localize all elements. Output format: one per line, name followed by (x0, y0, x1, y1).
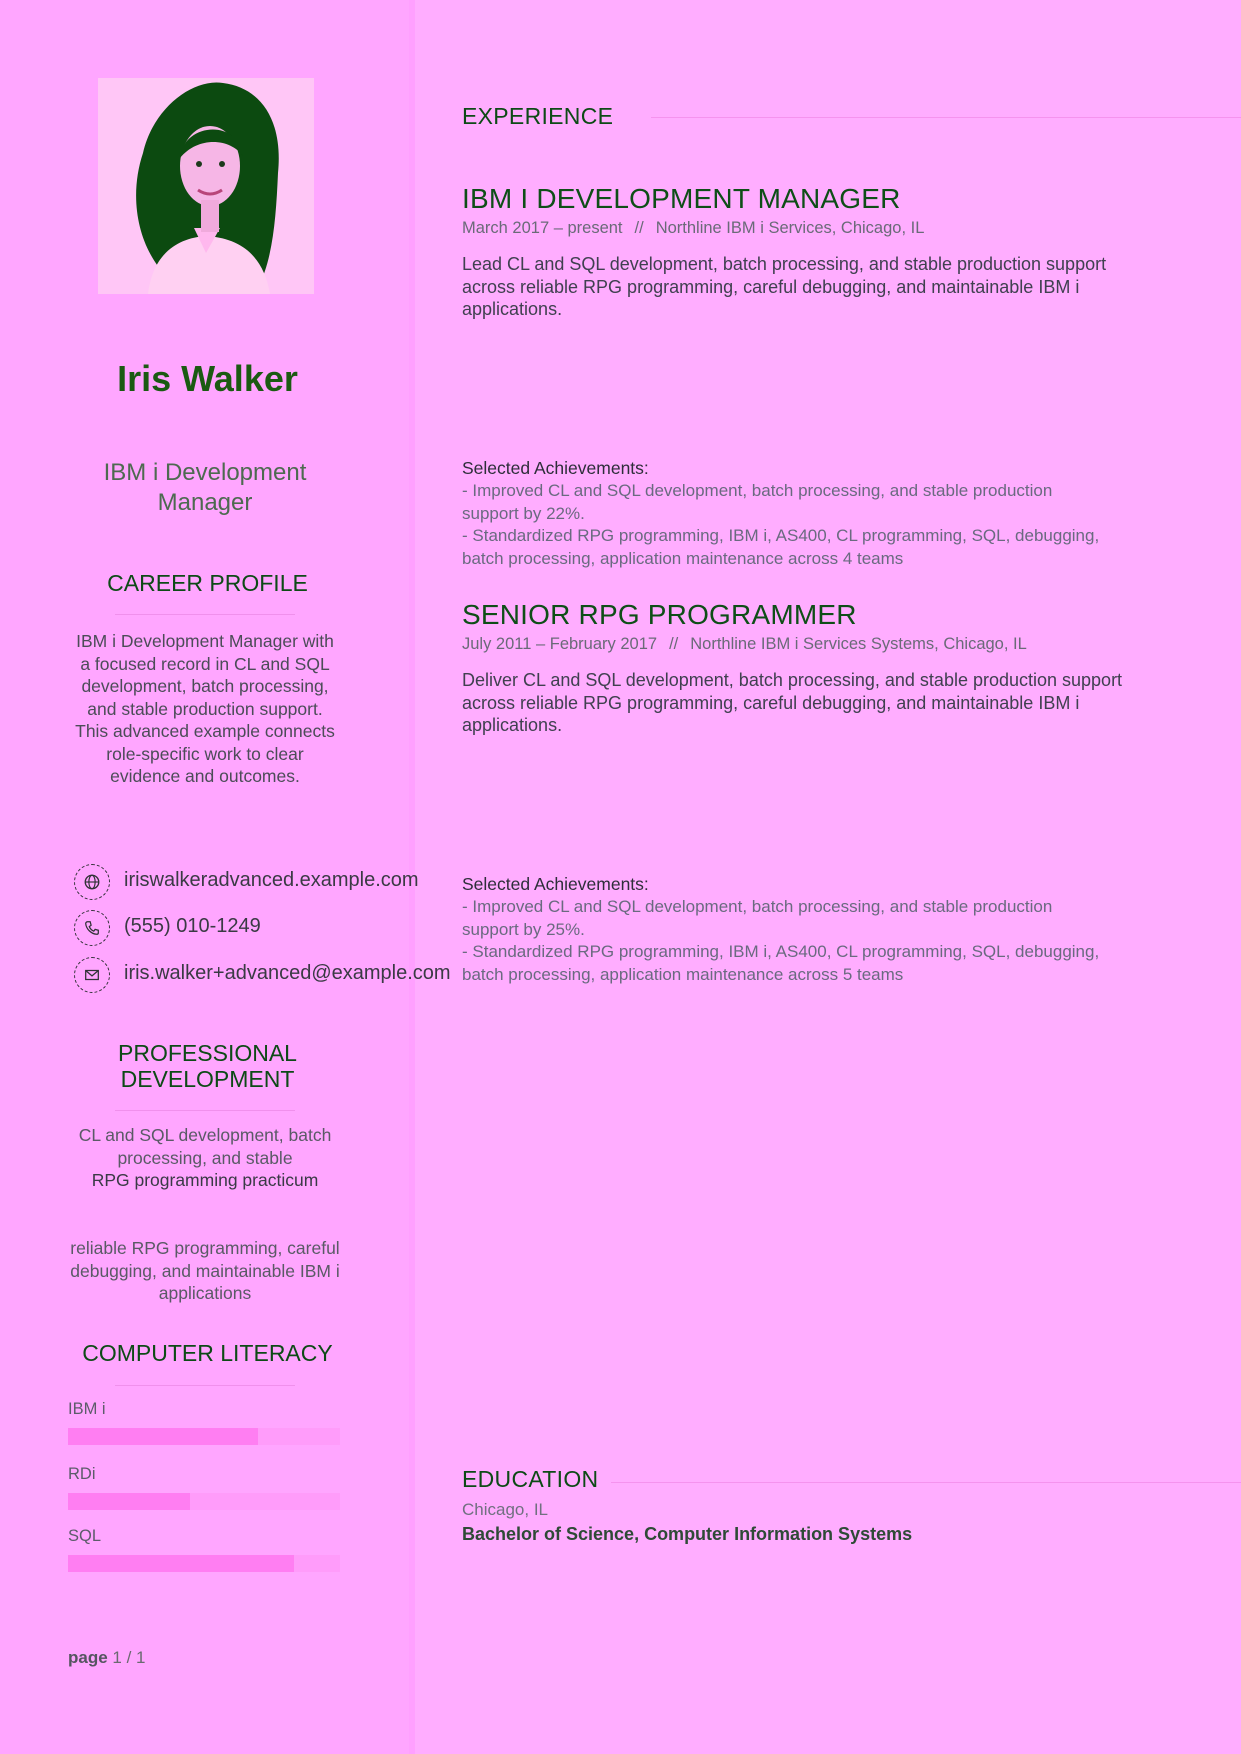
page-label: page (68, 1648, 108, 1667)
education-heading: EDUCATION (462, 1466, 599, 1492)
skill-bar-fill (68, 1428, 258, 1445)
skill-bar-fill (68, 1493, 190, 1510)
globe-icon (74, 864, 110, 900)
job-dates: July 2011 – February 2017 (462, 635, 658, 653)
career-profile-heading: CAREER PROFILE (107, 570, 308, 596)
professional-development-heading: PROFESSIONAL DEVELOPMENT (118, 1040, 297, 1092)
development-item-overlay: RPG programming practicum (91, 1170, 319, 1190)
skill-bar-track (68, 1493, 340, 1510)
divider (115, 1385, 295, 1386)
phone-icon (74, 910, 110, 946)
career-profile-text: IBM i Development Manager with a focused record in CL and SQL development, batch processing, and stable production support. This advanced example connects role-specific work to clear evidence and outcomes. (75, 631, 335, 786)
email-link[interactable]: iris.walker+advanced@example.com (124, 962, 451, 984)
skill-label: RDi (68, 1465, 96, 1483)
skill-bar-track (68, 1428, 340, 1445)
sidebar (0, 0, 451, 1754)
divider (115, 1110, 295, 1111)
divider (651, 117, 1241, 118)
meta-separator: // (669, 635, 679, 653)
person-role: IBM i Development Manager (103, 459, 307, 516)
job-meta (462, 219, 924, 238)
skill-bar-track (68, 1555, 340, 1572)
mail-icon (74, 957, 110, 993)
person-name: Iris Walker (117, 358, 298, 399)
achievements-list: - Improved CL and SQL development, batch processing, and stable production support by 25%. - Standardized RPG programming, IBM i, AS400, CL programming, SQL, debugging, batch processing, application maintenance across 5 teams (462, 897, 1100, 984)
website-link[interactable]: iriswalkeradvanced.example.com (124, 869, 419, 891)
divider (611, 1482, 1241, 1483)
achievements-heading: Selected Achievements: (462, 874, 649, 894)
job-description: Lead CL and SQL development, batch processing, and stable production support across reliable RPG programming, careful debugging, and maintainable IBM i applications. (462, 254, 1107, 319)
development-item-text: CL and SQL development, batch processing, and stable (78, 1125, 332, 1168)
development-item-text: reliable RPG programming, careful debugging, and maintainable IBM i applications (70, 1238, 340, 1303)
phone-number[interactable]: (555) 010-1249 (124, 915, 261, 937)
job-title: SENIOR RPG PROGRAMMER (462, 599, 857, 630)
job-description: Deliver CL and SQL development, batch processing, and stable production support across reliable RPG programming, careful debugging, and maintainable IBM i applications. (462, 670, 1123, 735)
divider (115, 614, 295, 615)
education-degree: Bachelor of Science, Computer Information Systems (462, 1524, 913, 1544)
job-company: Northline IBM i Services Systems, Chicago, IL (690, 635, 1027, 653)
education-location: Chicago, IL (462, 1500, 548, 1519)
portrait-image (98, 78, 314, 294)
profile-photo (98, 78, 314, 294)
page-value: 1 / 1 (112, 1648, 146, 1667)
job-title: IBM I DEVELOPMENT MANAGER (462, 183, 901, 214)
main-content (421, 0, 1241, 1754)
job-meta (462, 635, 1027, 654)
achievements-list: - Improved CL and SQL development, batch processing, and stable production support by 22%. - Standardized RPG programming, IBM i, AS400, CL programming, SQL, debugging, batch processing, application maintenance across 4 teams (462, 481, 1100, 568)
skill-label: IBM i (68, 1400, 106, 1418)
achievements-heading: Selected Achievements: (462, 458, 649, 478)
skill-label: SQL (68, 1527, 102, 1545)
computer-literacy-heading: COMPUTER LITERACY (82, 1340, 333, 1366)
job-company: Northline IBM i Services, Chicago, IL (655, 219, 925, 237)
experience-heading: EXPERIENCE (462, 103, 614, 129)
job-dates: March 2017 – present (462, 219, 623, 237)
skill-bar-fill (68, 1555, 294, 1572)
meta-separator: // (634, 219, 644, 237)
page-number (68, 1648, 146, 1668)
